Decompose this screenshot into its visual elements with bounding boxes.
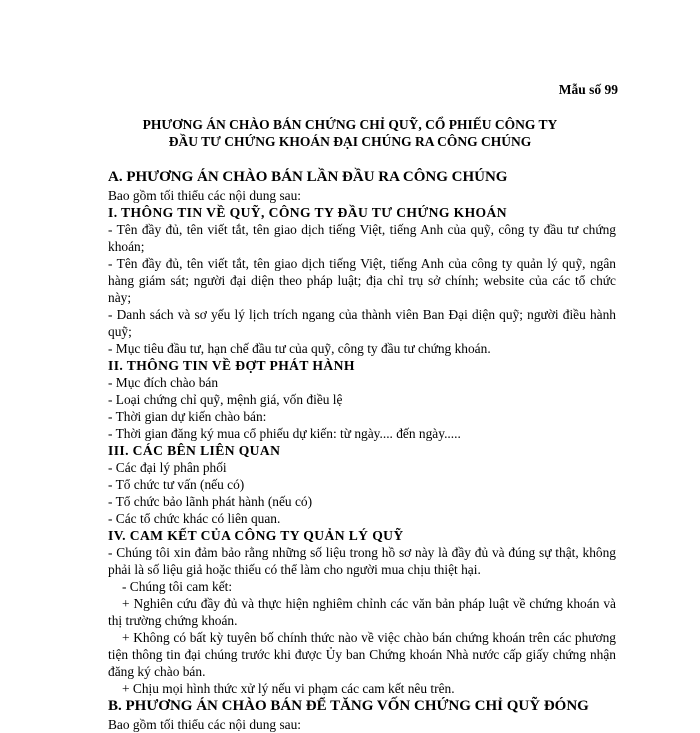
list-item: - Tổ chức tư vấn (nếu có) <box>108 477 245 492</box>
list-item: - Các tổ chức khác có liên quan. <box>108 511 281 526</box>
list-item: - Mục tiêu đầu tư, hạn chế đầu tư của quỹ, công ty đầu tư chứng khoán. <box>108 341 491 356</box>
form-number: Mẫu số 99 <box>558 82 618 97</box>
part-3-heading: III. CÁC BÊN LIÊN QUAN <box>108 443 281 458</box>
section-a-intro: Bao gồm tối thiểu các nội dung sau: <box>108 188 302 203</box>
section-b-intro: Bao gồm tối thiểu các nội dung sau: <box>108 717 302 732</box>
list-item: - Tổ chức bảo lãnh phát hành (nếu có) <box>108 494 313 509</box>
document-body <box>108 168 616 733</box>
title-line-1: PHƯƠNG ÁN CHÀO BÁN CHỨNG CHỈ QUỸ, CỔ PHIẾU CÔNG TY <box>142 117 558 132</box>
list-item: - Chúng tôi cam kết: <box>122 579 233 594</box>
list-item: - Mục đích chào bán <box>108 375 219 390</box>
list-item: - Danh sách và sơ yếu lý lịch trích ngang của thành viên Ban Đại diện quỹ; người điều hành quỹ; <box>108 307 616 339</box>
list-item: - Thời gian đăng ký mua cổ phiếu dự kiến: từ ngày.... đến ngày..... <box>108 426 461 441</box>
document-title <box>100 117 600 150</box>
list-item: - Tên đầy đủ, tên viết tắt, tên giao dịch tiếng Việt, tiếng Anh của công ty quản lý quỹ, ngân hàng giám sát; người đại diện theo pháp luật; địa chỉ trụ sở chính; website của các tổ chức này; <box>108 256 616 305</box>
title-line-2: ĐẦU TƯ CHỨNG KHOÁN ĐẠI CHÚNG RA CÔNG CHÚNG <box>168 133 532 149</box>
sub-list-item: + Không có bất kỳ tuyên bố chính thức nào về việc chào bán chứng khoán trên các phương tiện thông tin đại chúng trước khi được Ủy ban Chứng khoán Nhà nước cấp giấy chứng nhận đăng ký chào bán. <box>108 630 616 679</box>
list-item: - Loại chứng chỉ quỹ, mệnh giá, vốn điều lệ <box>108 392 343 407</box>
section-b-heading: B. PHƯƠNG ÁN CHÀO BÁN ĐỂ TĂNG VỐN CHỨNG CHỈ QUỸ ĐÓNG <box>108 698 589 714</box>
section-a-heading: A. PHƯƠNG ÁN CHÀO BÁN LẦN ĐẦU RA CÔNG CHÚNG <box>108 169 508 185</box>
list-item: - Các đại lý phân phối <box>108 460 227 475</box>
list-item: - Tên đầy đủ, tên viết tắt, tên giao dịch tiếng Việt, tiếng Anh của quỹ, công ty đầu tư chứng khoán; <box>108 222 616 254</box>
part-2-heading: II. THÔNG TIN VỀ ĐỢT PHÁT HÀNH <box>108 358 355 373</box>
list-item: - Chúng tôi xin đảm bảo rằng những số liệu trong hồ sơ này là đầy đủ và đúng sự thật, không phải là số liệu giả hoặc thiếu có thể làm cho người mua chịu thiệt hại. <box>108 545 616 577</box>
list-item: - Thời gian dự kiến chào bán: <box>108 409 267 424</box>
sub-list-item: + Nghiên cứu đầy đủ và thực hiện nghiêm chỉnh các văn bản pháp luật về chứng khoán và thị trường chứng khoán. <box>108 596 616 628</box>
part-1-heading: I. THÔNG TIN VỀ QUỸ, CÔNG TY ĐẦU TƯ CHỨNG KHOÁN <box>108 205 507 220</box>
part-4-heading: IV. CAM KẾT CỦA CÔNG TY QUẢN LÝ QUỸ <box>108 528 404 543</box>
sub-list-item: + Chịu mọi hình thức xử lý nếu vi phạm các cam kết nêu trên. <box>122 681 455 696</box>
